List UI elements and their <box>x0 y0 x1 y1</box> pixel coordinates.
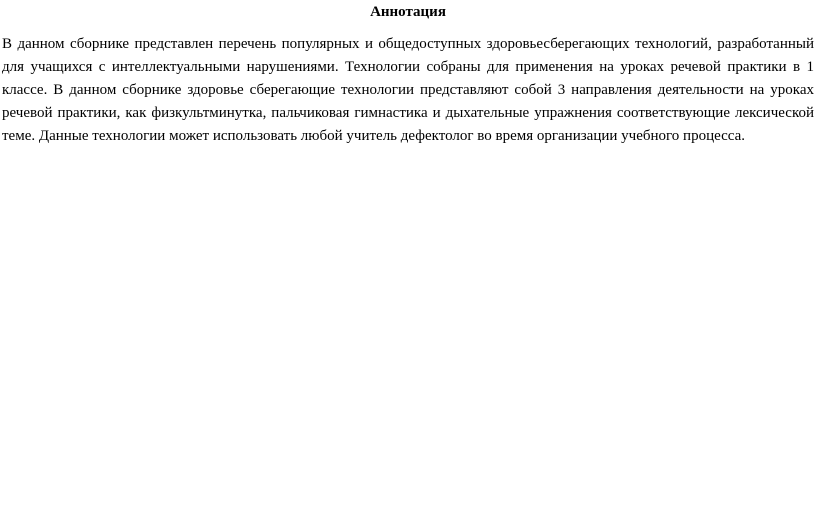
document-title: Аннотация <box>370 4 446 20</box>
abstract-paragraph: В данном сборнике представлен перечень популярных и общедоступных здоровьесберегающих технологий, разработанный для учащихся с интеллектуальными нарушениями. Технологии собраны для применения на уроках речевой практики в 1 классе. В данном сборнике здоровье сберегающие технологии представляют собой 3 направления деятельности на уроках речевой практики, как физкультминутка, пальчиковая гимнастика и дыхательные упражнения соответствующие лексической теме. Данные технологии может использовать любой учитель дефектолог во время организации учебного процесса. <box>2 36 814 144</box>
